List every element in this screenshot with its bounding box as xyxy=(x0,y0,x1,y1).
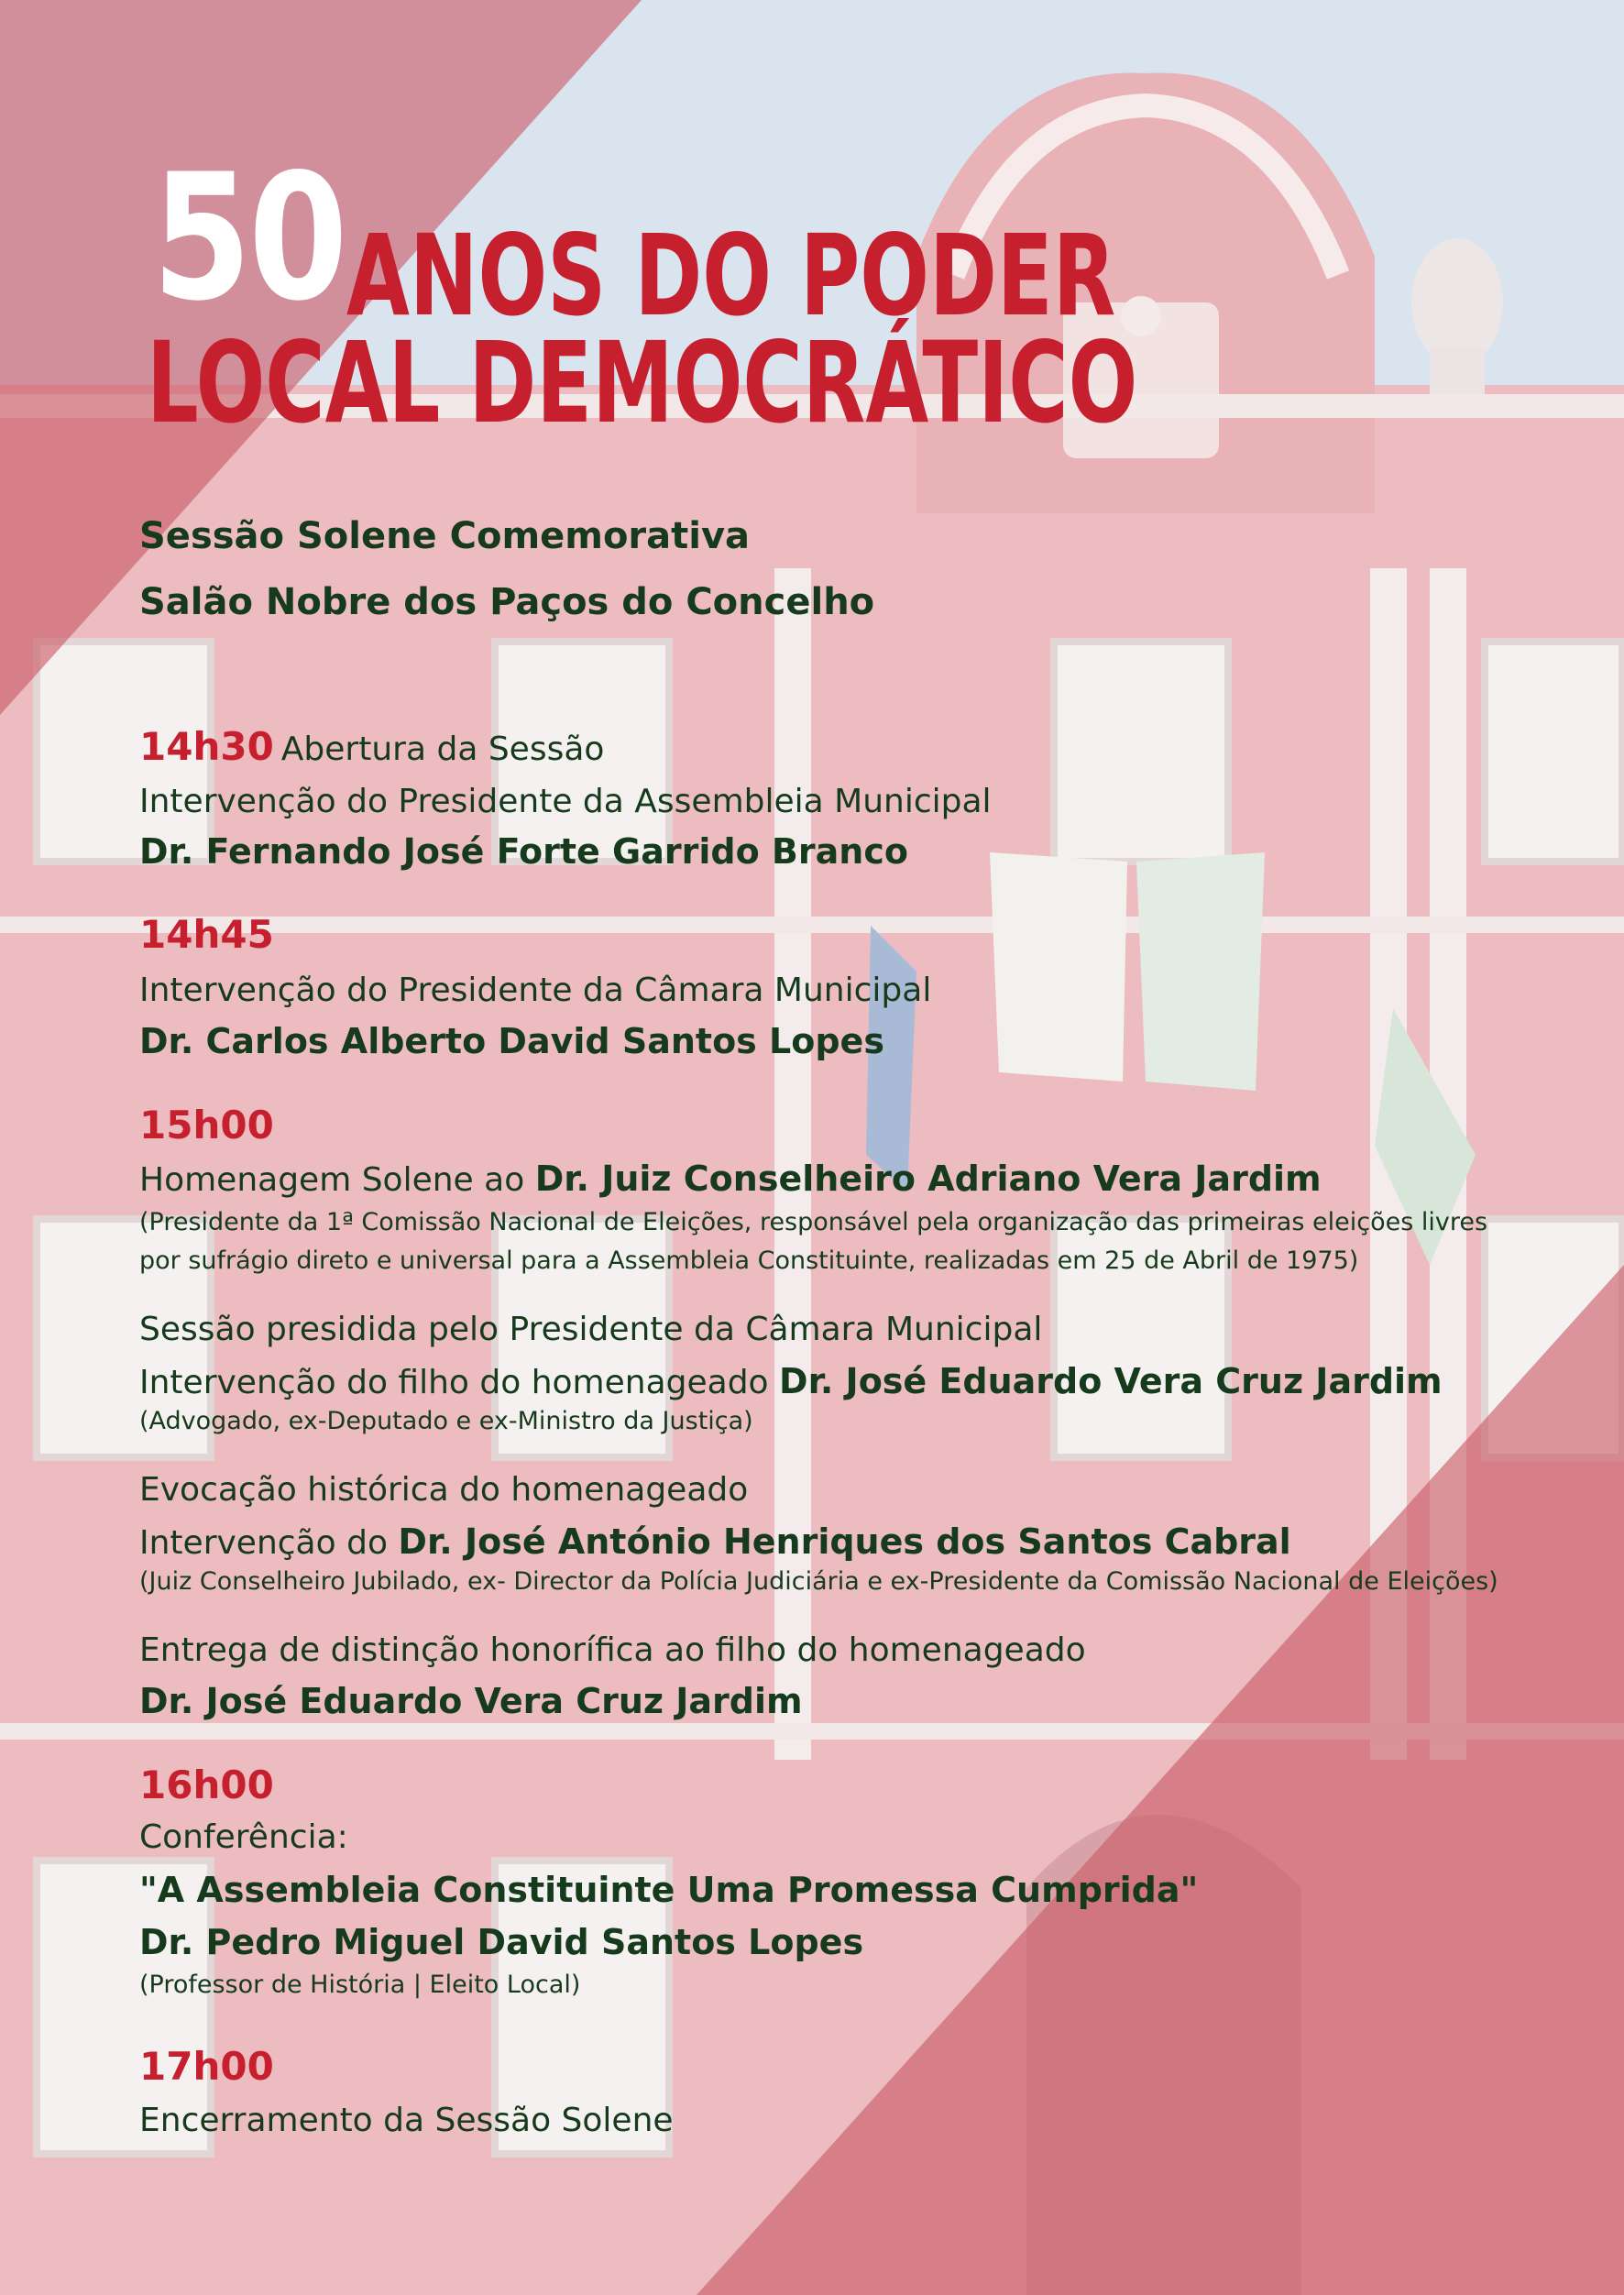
item-description: Conferência: xyxy=(139,1818,348,1856)
item-title: Abertura da Sessão xyxy=(280,730,605,768)
speaker-name: Dr. José Eduardo Vera Cruz Jardim xyxy=(779,1361,1443,1401)
item-prefix: Intervenção do filho do homenageado xyxy=(139,1364,769,1401)
time-label: 14h45 xyxy=(139,912,274,957)
item-description: Intervenção do Presidente da Assembleia Municipal xyxy=(139,783,992,820)
recipient-name: Dr. José Eduardo Vera Cruz Jardim xyxy=(139,1681,803,1721)
honoree-name: Dr. Juiz Conselheiro Adriano Vera Jardim xyxy=(534,1158,1322,1199)
time-label: 15h00 xyxy=(139,1103,274,1148)
conference-title: "A Assembleia Constituinte Uma Promessa Cumprida" xyxy=(139,1870,1199,1910)
item-description: Sessão presidida pelo Presidente da Câmara Municipal xyxy=(139,1311,1043,1348)
item-description xyxy=(139,1521,1291,1562)
subtitle-venue: Salão Nobre dos Paços do Concelho xyxy=(139,581,875,623)
speaker-name: Dr. Pedro Miguel David Santos Lopes xyxy=(139,1922,864,1962)
title-line-2: LOCAL DEMOCRÁTICO xyxy=(147,318,1138,448)
honoree-note-2: por sufrágio direto e universal para a Assembleia Constituinte, realizadas em 25 de Abril de 1975) xyxy=(139,1246,1359,1275)
item-description: Encerramento da Sessão Solene xyxy=(139,2102,674,2139)
speaker-name: Dr. Carlos Alberto David Santos Lopes xyxy=(139,1021,884,1061)
subtitle-session: Sessão Solene Comemorativa xyxy=(139,515,751,557)
title-line-1: ANOS DO PODER xyxy=(346,211,1116,341)
speaker-note: (Juiz Conselheiro Jubilado, ex- Director da Polícia Judiciária e ex-Presidente da Comissão Nacional de Eleições) xyxy=(139,1567,1498,1596)
honoree-note-1: (Presidente da 1ª Comissão Nacional de Eleições, responsável pela organização das primeiras eleições livres xyxy=(139,1208,1488,1236)
item-description xyxy=(139,1361,1443,1401)
speaker-name: Dr. José António Henriques dos Santos Cabral xyxy=(398,1521,1291,1562)
item-description xyxy=(139,1158,1322,1199)
speaker-name: Dr. Fernando José Forte Garrido Branco xyxy=(139,831,908,872)
speaker-note: (Advogado, ex-Deputado e ex-Ministro da Justiça) xyxy=(139,1407,753,1435)
anniversary-number: 50 xyxy=(152,137,346,339)
item-description: Intervenção do Presidente da Câmara Municipal xyxy=(139,972,932,1009)
time-label: 17h00 xyxy=(139,2044,274,2089)
time-label: 14h30 xyxy=(139,724,274,769)
item-prefix: Homenagem Solene ao xyxy=(139,1161,525,1199)
program-item-opening xyxy=(139,724,605,769)
time-label: 16h00 xyxy=(139,1762,274,1807)
speaker-note: (Professor de História | Eleito Local) xyxy=(139,1971,581,1999)
item-description: Evocação histórica do homenageado xyxy=(139,1471,749,1509)
item-prefix: Intervenção do xyxy=(139,1524,388,1562)
item-description: Entrega de distinção honorífica ao filho do homenageado xyxy=(139,1631,1086,1669)
